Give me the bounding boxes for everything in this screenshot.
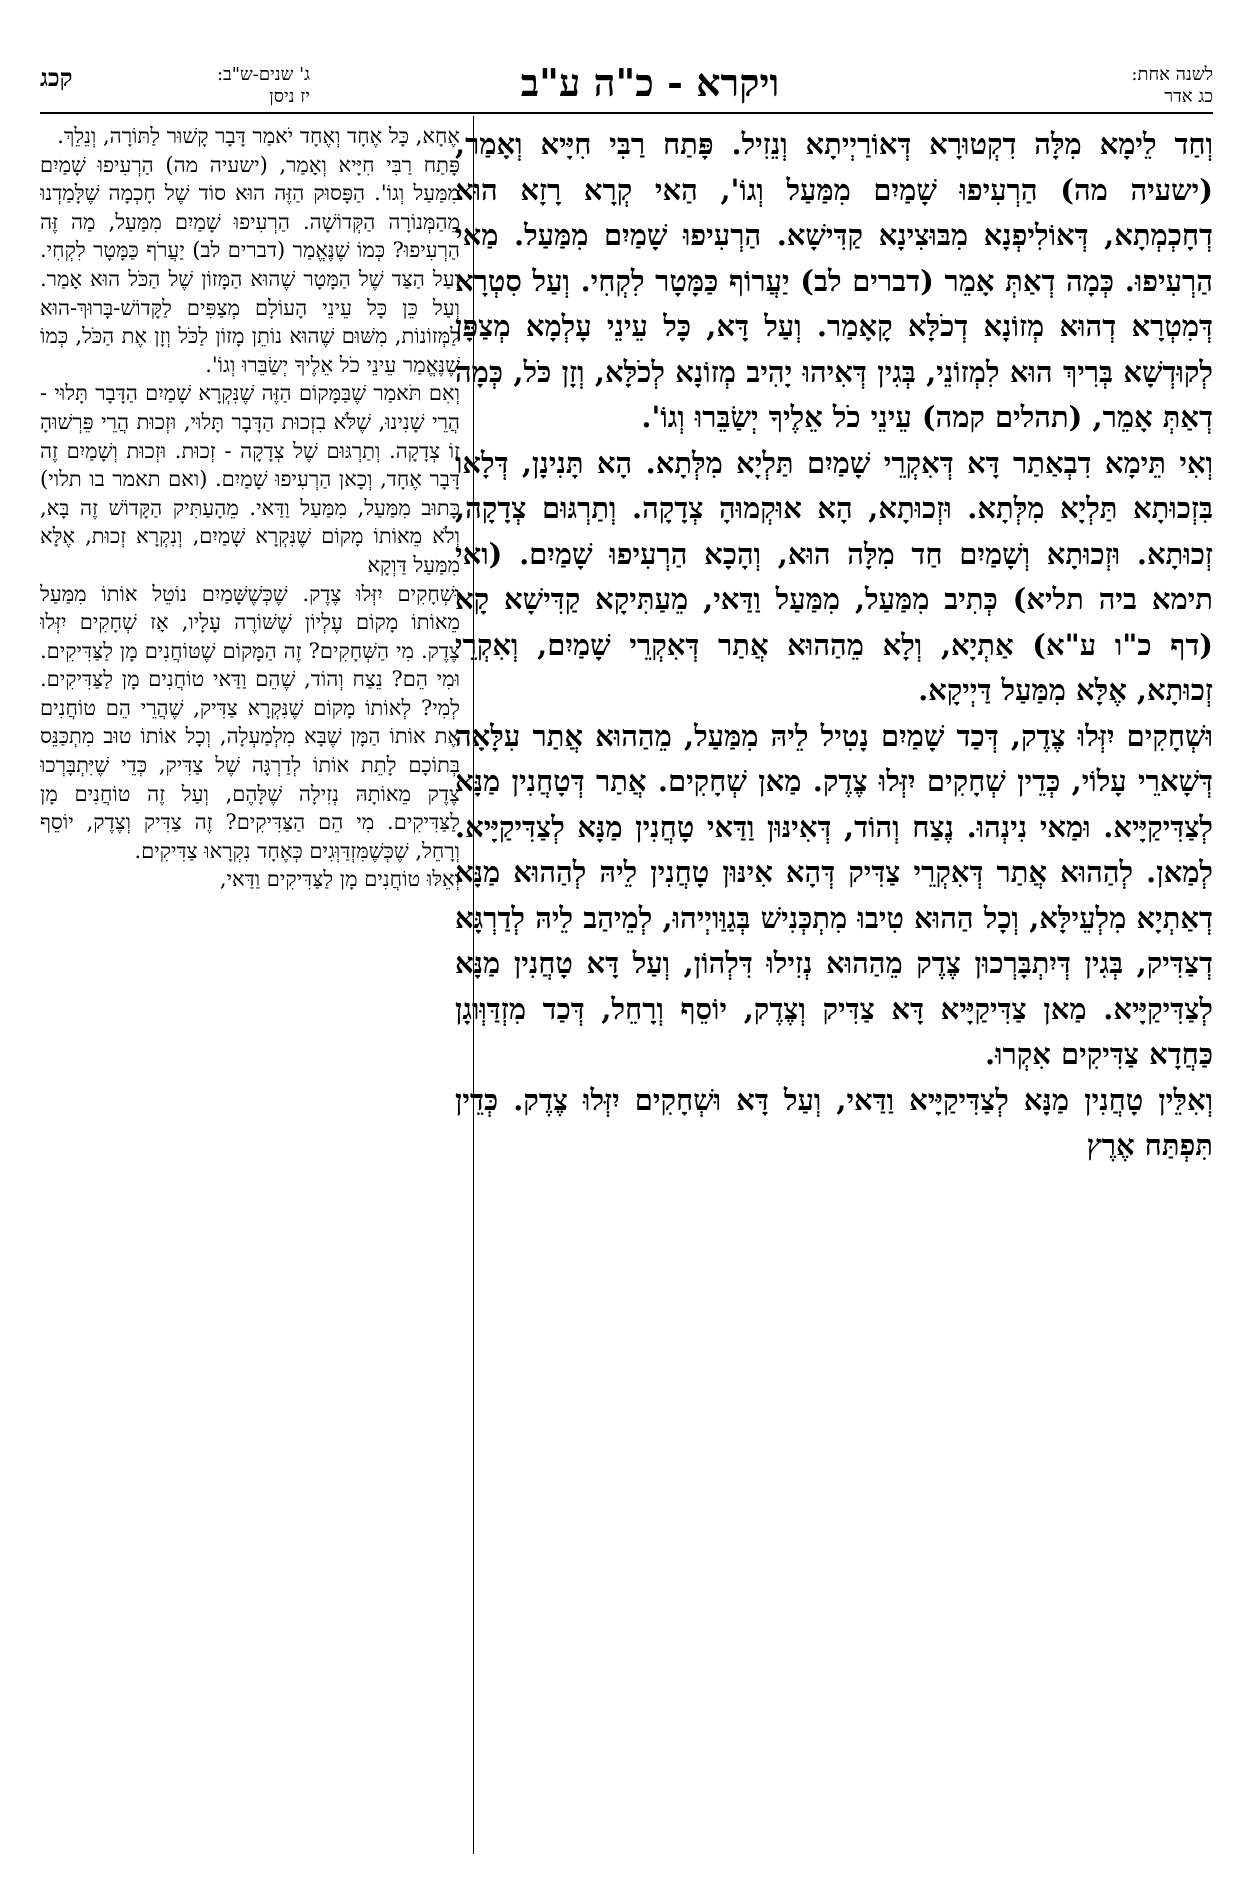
translation-paragraph: פָּתַח רַבִּי חִיָּיא וְאָמַר, (ישעיה מה) הַרְעִיפוּ שָׁמַיִם מִמַּעַל וְגוֹ'. הַפָּסוּק הַזֶּה הוּא סוֹד שֶׁל חָכְמָה שֶׁלָּמַדְנוּ מֵהַמְּנוֹרָה הַקְּדוֹשָׁה. הַרְעִיפוּ שָׁמַיִם מִמַּעַל, מַה זֶּה הַרְעִיפוּ? כְּמוֹ שֶׁנֶּאֱמַר (דברים לב) יַעֲרֹף כַּמָּטָר לִקְחִי. וְעַל הַצַּד שֶׁל הַמָּטָר שֶׁהוּא הַמָּזוֹן שֶׁל הַכֹּל הוּא אָמַר. וְעַל כֵּן כָּל עֵינֵי הָעוֹלָם מְצַפִּים לַקָּדוֹשׁ-בָּרוּךְ-הוּא לַמְּזוֹנוֹת, מִשּׁוּם שֶׁהוּא נוֹתֵן מָזוֹן לַכֹּל וְזָן אֶת הַכֹּל, כְּמוֹ שֶׁנֶּאֱמַר עֵינֵי כֹל אֵלֶיךָ יְשַׂבֵּרוּ וְגוֹ'. bbox=[40, 152, 460, 377]
translation-column bbox=[40, 122, 460, 1864]
main-aramaic-column bbox=[455, 122, 1213, 1864]
translation-paragraph: אֶחָא, כָּל אֶחָד וְאֶחָד יֹאמַר דָּבָר קָשׁוּר לַתּוֹרָה, וְנֵלֵךְ. bbox=[57, 124, 460, 148]
header-rule bbox=[40, 112, 1213, 114]
schedule-one-year bbox=[1033, 64, 1213, 108]
main-paragraph: וּשְׁחָקִים יִזְּלוּ צֶדֶק, דְּכַד שָׁמַיִם נָטִיל לֵיהּ מִמַּעַל, מֵהַהוּא אֲתַר עִלָּאָה דְּשָׁארֵי עָלוֹי, כְּדֵין שְׁחָקִים יִזְּלוּ צֶדֶק. מַאן שְׁחָקִים. אֲתַר דְּטָחֲנִין מַנָּא לְצַדִּיקַיָּיא. וּמַאי נִינְהוּ. נֶצַח וְהוֹד, דְּאִינּוּן וַדַּאי טָחֲנִין מַנָּא לְצַדִּיקַיָּיא. לְמַאן. לְהַהוּא אֲתַר דְּאִקְרֵי צַדִּיק דְּהָא אִינּוּן טָחֲנִין לֵיהּ לְהַהוּא מַנָּא דְאַתְיָא מִלְעֵילָּא, וְכָל הַהוּא טִיבוּ מִתְכְּנִישׁ בְּגַוַּויְיהוּ, לְמֵיהַב לֵיהּ לְדַרְגָּא דְצַדִּיק, בְּגִין דְּיִתְבָּרְכוּן צֶדֶק מֵהַהוּא נְזִילוּ דִּלְהוֹן, וְעַל דָּא טָחֲנִין מַנָּא לְצַדִּיקַיָּיא. מַאן צַדִּיקַיָּיא דָּא צַדִּיק וְצֶדֶק, יוֹסֵף וְרָחֵל, דְּכַד מִזְדַּוְּוגָן כַּחֲדָא צַדִּיקִים אִקְרוּ. bbox=[455, 718, 1213, 1071]
page-title: ויקרא - כ"ה ע"ב bbox=[520, 60, 780, 105]
schedule-three-years-date: יז ניסן bbox=[269, 86, 310, 107]
translation-paragraph: וְאֵלּוּ טוֹחֲנִים מָן לַצַּדִּיקִים וַדַּאי, bbox=[219, 867, 460, 892]
schedule-one-year-label: לשנה אחת: bbox=[1131, 64, 1213, 85]
column-divider bbox=[473, 116, 474, 1854]
page-header bbox=[40, 60, 1213, 110]
main-paragraph: וְאִי תֵּימָא דִבְאַתַר דָּא דְּאִקְרֵי שָׁמַיִם תַּלְיָא מִלְּתָא. הָא תָּנִינָן, דְּלָאו בִּזְכוּתָא תַּלְיָא מִלְּתָא. וּזְכוּתָא, הָא אוּקְמוּהָ צְדָקָה. וְתַרְגּוּם צְדָקָה, זְכוּתָא. וּזְכוּתָא וְשָׁמַיִם חַד מִלָּה הוּא, וְהָכָא הַרְעִיפוּ שָׁמַיִם. (ואי תימא ביה תליא) כְּתִיב מִמַּעַל, מִמַּעַל וַדַּאי, מֵעַתִּיקָא קַדִּישָׁא קָא (דף כ"ו ע"א) אַתְיָא, וְלָא מֵהַהוּא אֲתַר דְּאִקְרֵי שָׁמַיִם, וְאִקְרֵי זְכוּתָא, אֶלָּא מִמַּעַל דַּיְיקָא. bbox=[455, 445, 1213, 707]
translation-paragraph: וְאִם תֹּאמַר שֶׁבַּמָּקוֹם הַזֶּה שֶׁנִּקְרָא שָׁמַיִם הַדָּבָר תָּלוּי - הֲרֵי שָׁנִינוּ, שֶׁלֹּא בִזְכוּת הַדָּבָר תָּלוּי, וּזְכוּת הֲרֵי פֵּרְשׁוּהָ זוֹ צְדָקָה. וְתַרְגּוּם שֶׁל צְדָקָה - זְכוּת. וּזְכוּת וְשָׁמַיִם זֶה דָּבָר אֶחָד, וְכָאן הַרְעִיפוּ שָׁמַיִם. (ואם תאמר בו תלוי) כָּתוּב מִמַּעַל, מִמַּעַל וַדַּאי. מֵהָעַתִּיק הַקָּדוֹשׁ זֶה בָּא, וְלֹא מֵאוֹתוֹ מָקוֹם שֶׁנִּקְרָא שָׁמַיִם, וְנִקְרָא זְכוּת, אֶלָּא מִמַּעַל דַּוְקָא bbox=[40, 381, 460, 577]
schedule-one-year-date: כג אדר bbox=[1164, 86, 1213, 107]
main-paragraph: וְחַד לֵימָא מִלָּה דִקְטוּרָא דְּאוֹרַיְיתָא וְנֵזִיל. פָּתַח רַבִּי חִיָּיא וְאָמַר, (ישעיה מה) הַרְעִיפוּ שָׁמַיִם מִמַּעַל וְגוֹ', הַאי קְרָא רָזָא הוּא דְחָכְמְתָא, דְּאוֹלִיפְנָא מִבּוּצִינָא קַדִּישָׁא. הַרְעִיפוּ שָׁמַיִם מִמַּעַל. מַאי הַרְעִיפוּ. כְּמָה דְאַתְּ אָמֵר (דברים לב) יַעֲרוֹף כַּמָּטָר לִקְחִי. וְעַל סִטְרָא דְּמִטְרָא דְהוּא מְזוֹנָא דְכֹלָּא קָאָמַר. וְעַל דָּא, כָּל עֵינֵי עָלְמָא מְצַפָּן לְקוּדְשָׁא בְּרִיךְ הוּא לִמְזוֹנֵי, בְּגִין דְּאִיהוּ יָהִיב מְזוֹנָא לְכֹלָּא, וְזָן כֹּל, כְּמָה דְאַתְּ אָמֵר, (תהלים קמה) עֵינֵי כֹל אֵלֶיךָ יְשַׂבֵּרוּ וְגוֹ'. bbox=[455, 127, 1213, 434]
schedule-three-years-label: ג' שנים-ש"ב: bbox=[216, 64, 310, 85]
main-paragraph: וְאִלֵּין טָחֲנִין מַנָּא לְצַדִּיקַיָּיא וַדַּאי, וְעַל דָּא וּשְׁחָקִים יִזְּלוּ צֶדֶק. כְּדֵין תִּפְתַּח אֶרֶץ bbox=[455, 1082, 1213, 1162]
page-number: קכג bbox=[40, 63, 73, 92]
schedule-three-years bbox=[130, 64, 310, 108]
translation-paragraph: וּשְׁחָקִים יִזְּלוּ צֶדֶק. שֶׁכְּשֶׁשָּׁמַיִם נוֹטֵל אוֹתוֹ מִמַּעַל מֵאוֹתוֹ מָקוֹם עֶלְיוֹן שֶׁשּׁוֹרֶה עָלָיו, אָז שְׁחָקִים יִזְּלוּ צֶדֶק. מִי הַשְּׁחָקִים? זֶה הַמָּקוֹם שֶׁטּוֹחֲנִים מָן לַצַּדִּיקִים. וּמִי הֵם? נֵצַח וְהוֹד, שֶׁהֵם וַדַּאי טוֹחֲנִים מָן לַצַּדִּיקִים. לְמִי? לְאוֹתוֹ מָקוֹם שֶׁנִּקְרָא צַדִּיק, שֶׁהֲרֵי הֵם טוֹחֲנִים אֶת אוֹתוֹ הַמָּן שֶׁבָּא מִלְמַעְלָה, וְכָל אוֹתוֹ טוּב מִתְכַּנֵּס בְּתוֹכָם לָתֵת אוֹתוֹ לְדַרְגָּה שֶׁל צַדִּיק, כְּדֵי שֶׁיִּתְבָּרְכוּ צֶדֶק מֵאוֹתָהּ נְזִילָה שֶׁלָּהֶם, וְעַל זֶה טוֹחֲנִים מָן לַצַּדִּיקִים. מִי הֵם הַצַּדִּיקִים? זֶה צַדִּיק וְצֶדֶק, יוֹסֵף וְרָחֵל, שֶׁכְּשֶׁמִּזְדַּוְּגִים כְּאֶחָד נִקְרָאוּ צַדִּיקִים. bbox=[40, 581, 460, 863]
